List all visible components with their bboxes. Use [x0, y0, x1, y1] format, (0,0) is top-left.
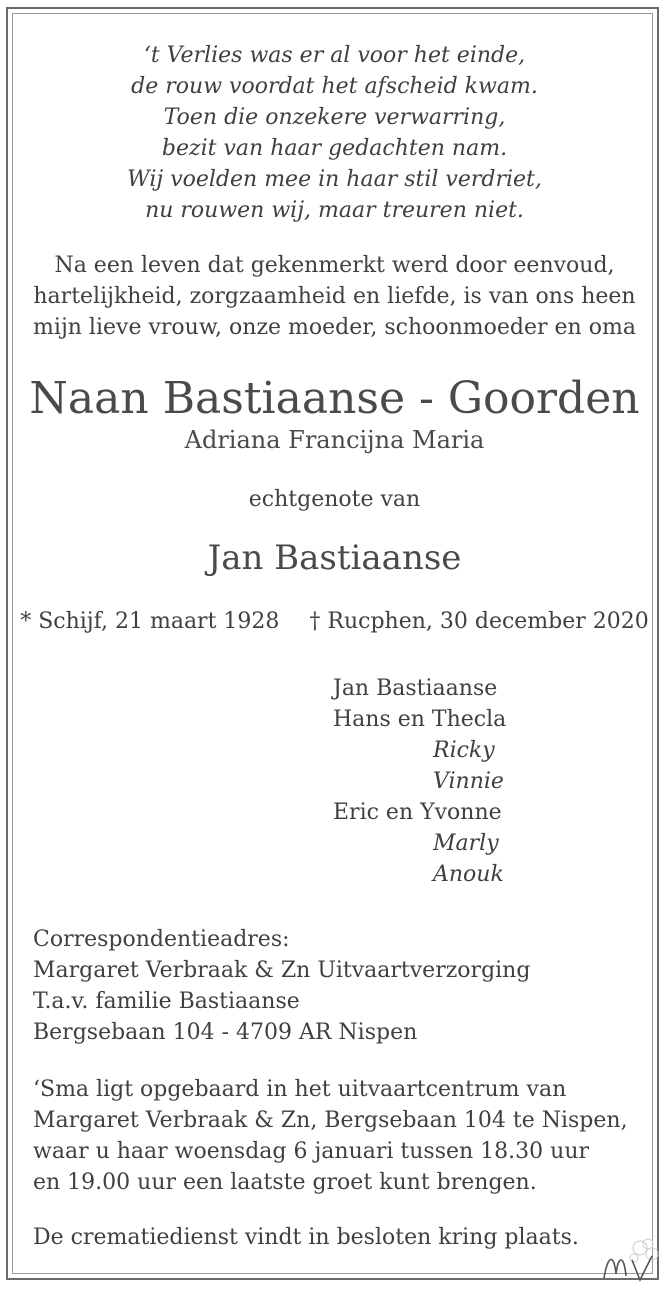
family-grandchild: Vinnie: [433, 769, 504, 794]
notice-line: ‘Sma ligt opgebaard in het uitvaartcentrum van: [33, 1077, 567, 1102]
address-line: Margaret Verbraak & Zn Uitvaartverzorging: [33, 958, 531, 983]
family-list: [18, 673, 651, 890]
intro-text: [18, 250, 651, 343]
viewing-notice: [18, 1074, 651, 1198]
obituary-content: [18, 18, 651, 1253]
family-member: Hans en Thecla: [333, 707, 507, 732]
spouse-name: Jan Bastiaanse: [207, 538, 462, 578]
address-line: T.a.v. familie Bastiaanse: [33, 989, 300, 1014]
poem-line: nu rouwen wij, maar treuren niet.: [145, 198, 524, 223]
death-date: † Rucphen, 30 december 2020: [309, 609, 649, 634]
intro-line: Na een leven dat gekenmerkt werd door eenvoud,: [54, 253, 615, 278]
family-member: Jan Bastiaanse: [333, 676, 498, 701]
birth-date: * Schijf, 21 maart 1928: [20, 609, 280, 634]
poem-line: Wij voelden mee in haar stil verdriet,: [127, 167, 542, 192]
family-member: Eric en Yvonne: [333, 800, 502, 825]
poem-line: Toen die onzekere verwarring,: [163, 105, 506, 130]
family-grandchild: Ricky: [433, 738, 495, 763]
deceased-name: Naan Bastiaanse - Goorden: [29, 373, 640, 424]
poem-line: de rouw voordat het afscheid kwam.: [131, 74, 538, 99]
intro-line: hartelijkheid, zorgzaamheid en liefde, is van ons heen: [33, 284, 636, 309]
address-line: Correspondentieadres:: [33, 927, 290, 952]
correspondence-address: [18, 924, 651, 1048]
family-grandchild: Anouk: [433, 862, 504, 887]
poem-line: bezit van haar gedachten nam.: [161, 136, 508, 161]
intro-line: mijn lieve vrouw, onze moeder, schoonmoeder en oma: [33, 315, 636, 340]
address-line: Bergsebaan 104 - 4709 AR Nispen: [33, 1020, 418, 1045]
deceased-given-names: Adriana Francijna Maria: [184, 426, 485, 454]
notice-line: en 19.00 uur een laatste groet kunt brengen.: [33, 1170, 537, 1195]
family-grandchild: Marly: [433, 831, 499, 856]
notice-line: waar u haar woensdag 6 januari tussen 18.30 uur: [33, 1139, 590, 1164]
poem: [18, 40, 651, 226]
life-dates: [18, 607, 651, 637]
poem-line: ‘t Verlies was er al voor het einde,: [143, 43, 526, 68]
closing-text: De crematiedienst vindt in besloten kring plaats.: [33, 1225, 579, 1250]
notice-line: Margaret Verbraak & Zn, Bergsebaan 104 te Nispen,: [33, 1108, 628, 1133]
spouse-label: echtgenote van: [248, 487, 421, 512]
funeral-home-logo: [598, 1234, 662, 1286]
